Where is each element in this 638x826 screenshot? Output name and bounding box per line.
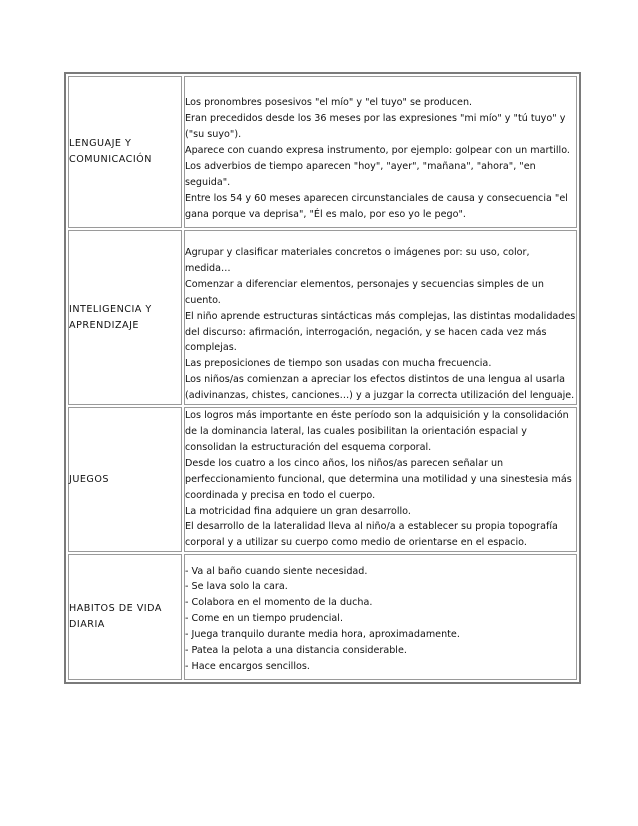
content-line: - Hace encargos sencillos. [185,660,310,672]
content-line: Los pronombres posesivos "el mío" y "el tuyo" se producen. [185,97,473,109]
content-line: Desde los cuatro a los cinco años, los niños/as parecen señalar un perfeccionamiento funcional, que determina una motilidad y una sinestesia más coordinada y precisa en todo el cuerpo. [185,457,572,501]
row-label: LENGUAJE Y COMUNICACIÓN [69,138,152,165]
row-label-cell [68,76,182,228]
row-label: JUEGOS [69,473,109,485]
content-line: - Colabora en el momento de la ducha. [185,597,373,609]
content-line: - Se lava solo la cara. [185,581,288,593]
content-line: - Patea la pelota a una distancia considerable. [185,645,407,657]
content-line: Agrupar y clasificar materiales concretos o imágenes por: su uso, color, medida… [185,247,530,274]
table-row [68,230,577,405]
content-line: Comenzar a diferenciar elementos, personajes y secuencias simples de un cuento. [185,278,544,306]
content-line: Los logros más importante en éste período son la adquisición y la consolidación de la dominancia lateral, las cuales posibilitan la orientación espacial y consolidan la estructuración del esquema corporal. [185,410,569,453]
table-row [68,554,577,680]
content-line: El niño aprende estructuras sintácticas más complejas, las distintas modalidades del discurso: afirmación, interrogación, negación, y se hacen cada vez más complejas. [185,310,576,354]
content-line: La motricidad fina adquiere un gran desarrollo. [185,505,411,517]
content-line: Eran precedidos desde los 36 meses por las expresiones "mi mío" y "tú tuyo" y ("su suyo"). [185,113,566,141]
content-line: - Va al baño cuando siente necesidad. [185,565,368,577]
row-label: HABITOS DE VIDA DIARIA [69,603,162,631]
content-line: - Come en un tiempo prudencial. [185,613,344,625]
table-row [68,76,577,228]
development-table [64,72,581,684]
content-line: Entre los 54 y 60 meses aparecen circunstanciales de causa y consecuencia "el gana porque va deprisa", "Él es malo, por eso yo le pego". [185,192,568,220]
row-label-cell [68,554,182,680]
table-body [68,76,577,680]
content-line: - Juega tranquilo durante media hora, aproximadamente. [185,629,460,641]
row-label-cell [68,407,182,552]
row-content-cell [184,230,577,405]
row-content-cell [184,554,577,680]
content-line: Los niños/as comienzan a apreciar los efectos distintos de una lengua al usarla (adivinanzas, chistes, canciones…) y a juzgar la correcta utilización del lenguaje. [185,374,575,402]
table-row [68,407,577,552]
development-table-container [64,72,581,684]
content-line: Aparece con cuando expresa instrumento, por ejemplo: golpear con un martillo. [185,145,570,157]
row-label-cell [68,230,182,405]
content-line: Las preposiciones de tiempo son usadas con mucha frecuencia. [185,358,492,370]
content-line: Los adverbios de tiempo aparecen "hoy", "ayer", "mañana", "ahora", "en seguida". [185,161,536,188]
row-content-cell [184,407,577,552]
content-line: El desarrollo de la lateralidad lleva al niño/a a establecer su propia topografía corporal y a utilizar su cuerpo como medio de orientarse en el espacio. [185,521,558,549]
row-label: INTELIGENCIA Y APRENDIZAJE [69,303,152,331]
row-content-cell [184,76,577,228]
